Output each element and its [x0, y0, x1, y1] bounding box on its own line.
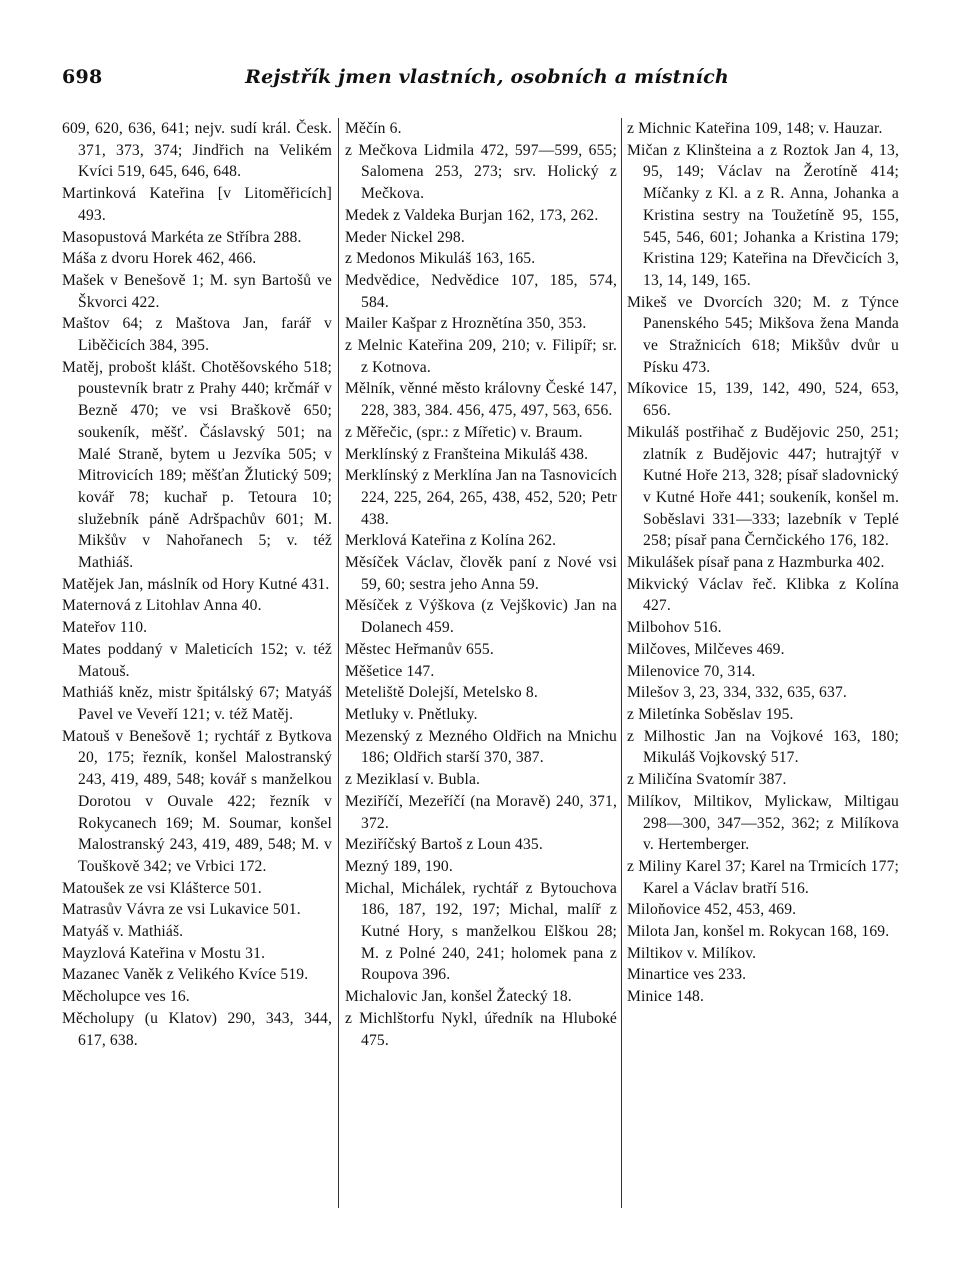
index-entry: Městec Heřmanův 655.	[345, 640, 494, 658]
index-entry: Měcholupy (u Klatov) 290, 343, 344, 617, 638.	[62, 1009, 332, 1049]
index-entry: Meder Nickel 298.	[345, 228, 465, 246]
index-entry: Měšetice 147.	[345, 662, 435, 680]
index-entry: Michalovic Jan, konšel Žatecký 18.	[345, 988, 572, 1006]
index-entry: Milešov 3, 23, 334, 332, 635, 637.	[627, 684, 847, 702]
index-entry: Mazanec Vaněk z Velikého Kvíce 519.	[62, 966, 309, 984]
page-header	[62, 66, 912, 96]
index-entry: Máša z dvoru Horek 462, 466.	[62, 250, 257, 268]
index-entry: Milčoves, Milčeves 469.	[627, 640, 785, 658]
index-entry: Michal, Michálek, rychtář z Bytouchova 186, 187, 192, 197; Michal, malíř z Kutné Hory, s manželkou Elškou 28; M. z Polné 240, 241; holomek pana z Roupova 396.	[345, 879, 617, 984]
index-column-3	[627, 118, 899, 1008]
index-entry: Martinková Kateřina [v Litoměřicích] 493.	[62, 185, 332, 224]
index-entry: Milota Jan, konšel m. Rokycan 168, 169.	[627, 923, 890, 941]
index-entry: Měsíček z Výškova (z Vejškovic) Jan na Dolanech 459.	[345, 597, 617, 637]
index-entry: Matrasův Vávra ze vsi Lukavice 501.	[62, 901, 301, 919]
index-entry: z Melnic Kateřina 209, 210; v. Filipíř; sr. z Kotnova.	[345, 337, 617, 376]
index-entry: z Medonos Mikuláš 163, 165.	[345, 250, 536, 268]
index-entry: z Michnic Kateřina 109, 148; v. Hauzar.	[627, 120, 883, 137]
index-entry: z Milhostic Jan na Vojkové 163, 180; Mikuláš Vojkovský 517.	[627, 727, 899, 767]
index-entry: Medvědice, Nedvědice 107, 185, 574, 584.	[345, 271, 617, 311]
index-entry: Milbohov 516.	[627, 619, 722, 637]
index-entry: Míkovice 15, 139, 142, 490, 524, 653, 656.	[627, 380, 899, 420]
index-entry: Matoušek ze vsi Klášterce 501.	[62, 879, 262, 897]
running-title: Rejstřík jmen vlastních, osobních a místních	[245, 66, 729, 88]
index-entry: Mičan z Klinšteina a z Roztok Jan 4, 13, 95, 149; Václav na Žerotíně 414; Míčanky z Kl. a z R. Anna, Johanka a Kristina sestry na Toužetíně 95, 155, 545, 546, 601; Johanka a Kristina 179; Kristina 129; Kateřina na Dřevčicích 3, 13, 14, 149, 165.	[627, 141, 899, 289]
page-number: 698	[62, 66, 103, 88]
index-entry: Mašek v Benešově 1; M. syn Bartošů ve Škvorci 422.	[62, 271, 332, 311]
index-entry: z Meziklasí v. Bubla.	[345, 771, 481, 789]
index-entry: z Michlštorfu Nykl, úředník na Hluboké 475.	[345, 1009, 617, 1049]
index-entry: Měčín 6.	[345, 120, 402, 137]
index-entry: z Miličína Svatomír 387.	[627, 771, 787, 789]
index-entry: Mezný 189, 190.	[345, 857, 453, 875]
index-entry: Matějek Jan, máslník od Hory Kutné 431.	[62, 575, 330, 593]
index-column-1	[62, 118, 332, 1051]
index-entry: Mayzlová Kateřina v Mostu 31.	[62, 944, 266, 962]
index-entry: Miloňovice 452, 453, 469.	[627, 901, 797, 919]
index-entry: Minice 148.	[627, 988, 705, 1006]
index-entry: Merklová Kateřina z Kolína 262.	[345, 532, 557, 550]
index-entry: Matyáš v. Mathiáš.	[62, 923, 184, 941]
index-entry: Mikvický Václav řeč. Klibka z Kolína 427.	[627, 575, 899, 615]
index-entry: Mikulášek písař pana z Hazmburka 402.	[627, 554, 885, 572]
column-divider	[338, 118, 339, 1208]
index-entry: Mathiáš kněz, mistr špitálský 67; Matyáš Pavel ve Veveří 121; v. též Matěj.	[62, 684, 332, 723]
index-entry: Medek z Valdeka Burjan 162, 173, 262.	[345, 206, 599, 224]
index-entry: Matouš v Benešově 1; rychtář z Bytkova 20, 175; řezník, konšel Malostranský 243, 419, 489, 548; kovář s manželkou Dorotou v Ouvale 422; řezník v Rokycanech 169; M. Soumar, konšel Malostranský 243, 419, 489, 548; M. v Touškově 342; ve Vrbici 172.	[62, 727, 332, 875]
index-entry: Maternová z Litohlav Anna 40.	[62, 597, 262, 615]
index-column-2	[345, 118, 617, 1051]
index-entry: Masopustová Markéta ze Stříbra 288.	[62, 228, 302, 246]
index-entry: Mikuláš postřihač z Budějovic 250, 251; zlatník z Budějovic 447; hutrajtýř v Kutné Hoře 213, 328; písař sladovnický v Kutné Hoře 441; soukeník, konšel m. Soběslavi 331—333; lazebník v Teplé 258; písař pana Černčického 176, 182.	[627, 423, 899, 550]
index-entry: Miltikov v. Milíkov.	[627, 944, 757, 962]
index-entry: Meteliště Dolejší, Metelsko 8.	[345, 684, 538, 702]
index-entry: Mates poddaný v Maleticích 152; v. též Matouš.	[62, 640, 332, 680]
index-entry: Mateřov 110.	[62, 619, 148, 637]
index-entry: Maštov 64; z Maštova Jan, farář v Liběčicích 384, 395.	[62, 315, 332, 355]
index-entry: 609, 620, 636, 641; nejv. sudí král. Česk. 371, 373, 374; Jindřich na Velikém Kvíci 519, 645, 646, 648.	[62, 120, 332, 181]
index-entry: Meziříčský Bartoš z Loun 435.	[345, 836, 543, 854]
index-entry: Milenovice 70, 314.	[627, 662, 756, 680]
index-entry: z Miliny Karel 37; Karel na Trmicích 177; Karel a Václav bratří 516.	[627, 857, 899, 897]
index-entry: Mikeš ve Dvorcích 320; M. z Týnce Panenského 545; Mikšova žena Manda ve Stražnicích 618; Mikšův dvůr u Písku 473.	[627, 293, 899, 376]
index-entry: Mailer Kašpar z Hroznětína 350, 353.	[345, 315, 587, 333]
index-entry: Mělník, věnné město královny České 147, 228, 383, 384. 456, 475, 497, 563, 656.	[345, 380, 617, 420]
index-entry: Mezenský z Mezného Oldřich na Mnichu 186; Oldřich starší 370, 387.	[345, 727, 617, 767]
index-entry: Měcholupce ves 16.	[62, 988, 190, 1006]
index-entry: z Měřečic, (spr.: z Mířetic) v. Braum.	[345, 423, 583, 441]
index-entry: Milíkov, Miltikov, Mylickaw, Miltigau 298—300, 347—352, 362; z Milíkova v. Hertemberger.	[627, 792, 899, 854]
index-entry: Merklínský z Merklína Jan na Tasnovicích 224, 225, 264, 265, 438, 452, 520; Petr 438.	[345, 467, 617, 528]
index-entry: z Miletínka Soběslav 195.	[627, 705, 794, 723]
index-entry: Metluky v. Pnětluky.	[345, 705, 478, 723]
column-divider	[621, 118, 622, 1208]
index-entry: Minartice ves 233.	[627, 966, 747, 984]
index-entry: Merklínský z Franšteina Mikuláš 438.	[345, 445, 589, 463]
index-entry: z Mečkova Lidmila 472, 597—599, 655; Salomena 253, 273; srv. Holický z Mečkova.	[345, 141, 617, 203]
index-entry: Matěj, probošt klášt. Chotěšovského 518; poustevník bratr z Prahy 440; krčmář v Bezně 470; ve vsi Braškově 650; soukeník, měšť. Čáslavský 501; na Malé Straně, bytem u Jezvíka 505; v Mitrovicích 189; měšťan Žlutický 509; kovář 78; kuchař p. Tetoura 10; služebník páně Adršpachův 601; M. Mikšův v Nahořanech 5; v. též Mathiáš.	[62, 358, 332, 572]
index-entry: Měsíček Václav, člověk paní z Nové vsi 59, 60; sestra jeho Anna 59.	[345, 554, 617, 593]
index-entry: Meziříčí, Mezeříčí (na Moravě) 240, 371, 372.	[345, 792, 617, 832]
